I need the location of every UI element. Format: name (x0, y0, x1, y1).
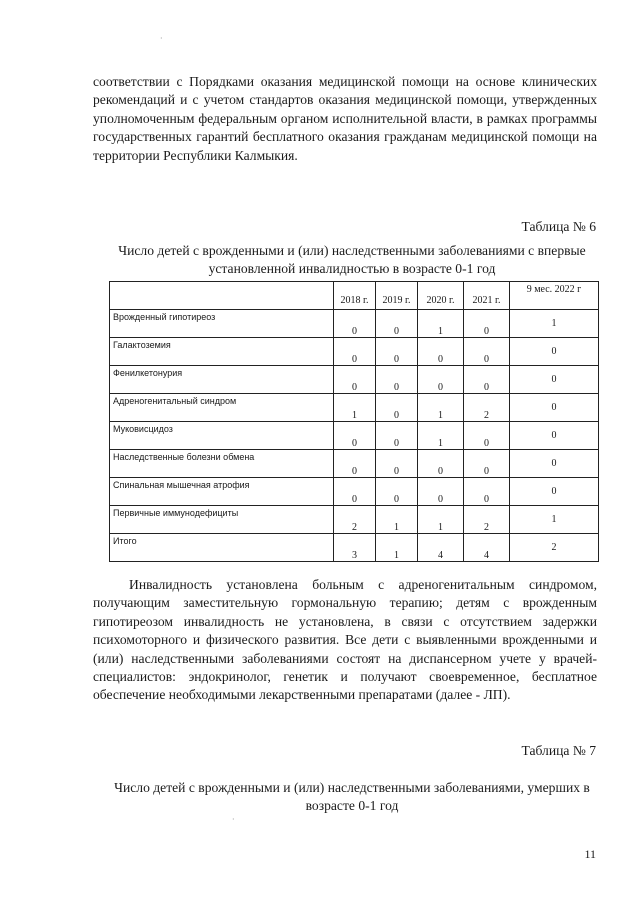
value-cell: 0 (464, 338, 510, 366)
table6-body (110, 282, 599, 562)
value-cell: 0 (376, 422, 418, 450)
value-cell: 0 (418, 338, 464, 366)
value-cell: 0 (334, 366, 376, 394)
table-row (110, 310, 599, 338)
row-name-cell: Адреногенитальный синдром (110, 394, 334, 422)
value-cell: 0 (464, 422, 510, 450)
value-cell: 0 (334, 422, 376, 450)
scan-speck: · (232, 815, 235, 824)
value-cell: 0 (376, 310, 418, 338)
row-name-cell: Муковисцидоз (110, 422, 334, 450)
table-row (110, 506, 599, 534)
table-row (110, 422, 599, 450)
value-cell: 0 (510, 366, 599, 394)
row-name-cell: Первичные иммунодефициты (110, 506, 334, 534)
table-row (110, 450, 599, 478)
value-cell: 0 (376, 338, 418, 366)
intro-paragraph: соответствии с Порядками оказания медицинской помощи на основе клинических рекомендаций и с учетом стандартов оказания медицинской помощи, утвержденных уполномоченным федеральным органом исполнительной власти, в рамках программы государственных гарантий бесплатного оказания гражданам медицинской помощи на территории Республики Калмыкия. (93, 74, 597, 163)
row-name-cell: Итого (110, 534, 334, 562)
value-cell: 1 (510, 310, 599, 338)
table6-caption: Число детей с врожденными и (или) наследственными заболеваниями с впервые установленной инвалидностью в возрасте 0-1 год (118, 243, 586, 276)
value-cell: 0 (510, 338, 599, 366)
value-cell: 0 (418, 478, 464, 506)
value-cell: 1 (334, 394, 376, 422)
table-row (110, 394, 599, 422)
value-cell: 1 (418, 310, 464, 338)
value-cell: 0 (464, 478, 510, 506)
table7-caption: Число детей с врожденными и (или) наследственными заболеваниями, умерших в возрасте 0-1 год (114, 780, 590, 813)
value-cell: 0 (334, 310, 376, 338)
value-cell: 2 (334, 506, 376, 534)
value-cell: 1 (418, 394, 464, 422)
table-row (110, 534, 599, 562)
row-name-cell: Галактоземия (110, 338, 334, 366)
value-cell: 4 (464, 534, 510, 562)
row-name-cell: Врожденный гипотиреоз (110, 310, 334, 338)
table7-label: Таблица № 7 (521, 743, 596, 758)
table6 (109, 281, 599, 562)
value-cell: 2 (464, 394, 510, 422)
header-cell: 9 мес. 2022 г (510, 282, 599, 310)
value-cell: 0 (510, 394, 599, 422)
table-row (110, 338, 599, 366)
value-cell: 0 (334, 450, 376, 478)
row-name-cell: Наследственные болезни обмена (110, 450, 334, 478)
scan-speck: · (160, 34, 163, 43)
table-row (110, 366, 599, 394)
value-cell: 0 (376, 478, 418, 506)
value-cell: 0 (510, 422, 599, 450)
table-row (110, 478, 599, 506)
value-cell: 1 (418, 506, 464, 534)
value-cell: 0 (334, 478, 376, 506)
header-cell: 2018 г. (334, 282, 376, 310)
header-cell: 2019 г. (376, 282, 418, 310)
header-cell (110, 282, 334, 310)
value-cell: 0 (376, 366, 418, 394)
value-cell: 0 (334, 338, 376, 366)
value-cell: 1 (376, 506, 418, 534)
value-cell: 0 (418, 450, 464, 478)
value-cell: 1 (376, 534, 418, 562)
value-cell: 0 (376, 394, 418, 422)
value-cell: 0 (464, 366, 510, 394)
value-cell: 2 (464, 506, 510, 534)
value-cell: 1 (510, 506, 599, 534)
value-cell: 3 (334, 534, 376, 562)
value-cell: 0 (418, 366, 464, 394)
row-name-cell: Спинальная мышечная атрофия (110, 478, 334, 506)
page-number: 11 (584, 847, 596, 861)
value-cell: 0 (376, 450, 418, 478)
value-cell: 1 (418, 422, 464, 450)
disability-note-paragraph: Инвалидность установлена больным с адреногенитальным синдромом, получающим заместительную гормональную терапию; детям с врожденным гипотиреозом инвалидность не установлена, в связи с отсутствием задержки психомоторного и физического развития. Все дети с выявленными врожденными и (или) наследственными заболеваниями состоят на диспансерном учете у врачей-специалистов: эндокринолог, генетик и получают своевременное, бесплатное обеспечение необходимыми лекарственными препаратами (далее - ЛП). (93, 577, 597, 703)
value-cell: 0 (464, 450, 510, 478)
table6-header-row (110, 282, 599, 310)
row-name-cell: Фенилкетонурия (110, 366, 334, 394)
header-cell: 2021 г. (464, 282, 510, 310)
value-cell: 4 (418, 534, 464, 562)
table6-label: Таблица № 6 (521, 219, 596, 234)
value-cell: 0 (510, 478, 599, 506)
value-cell: 0 (510, 450, 599, 478)
value-cell: 0 (464, 310, 510, 338)
header-cell: 2020 г. (418, 282, 464, 310)
value-cell: 2 (510, 534, 599, 562)
